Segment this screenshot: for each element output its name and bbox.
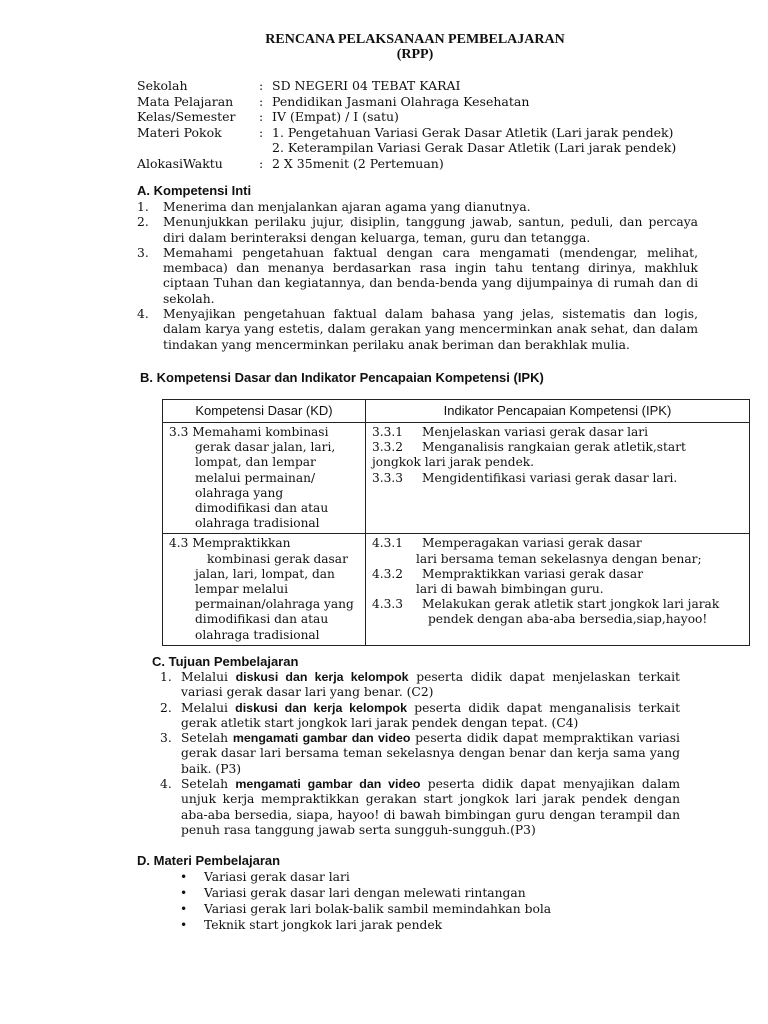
info-label: Materi Pokok (137, 124, 222, 140)
list-number: 3. (137, 245, 149, 260)
table-header-kd: Kompetensi Dasar (KD) (163, 400, 366, 423)
list-item (137, 215, 698, 246)
document-subtitle: (RPP) (396, 47, 434, 62)
list-item (137, 307, 698, 353)
list-item: 2. Melalui diskusi dan kerja kelompok peserta didik dapat menganalisis terkait gerak atletik start jongkok lari jarak pendek dengan tepat. (C4) (160, 700, 681, 730)
table-row (163, 534, 750, 645)
info-value: 2 X 35menit (2 Pertemuan) (272, 155, 444, 171)
list-number: 1. (137, 200, 149, 214)
bullet: • (180, 870, 188, 884)
list-item (180, 917, 551, 933)
section-b-heading: B. Kompetensi Dasar dan Indikator Pencapaian Kompetensi (IPK) (140, 370, 544, 385)
list-number: 4. (137, 307, 149, 322)
kd-line: permainan/olahraga yang (195, 597, 354, 612)
identity-block (137, 78, 676, 171)
kd-line: 3.3 Memahami kombinasi (169, 425, 329, 439)
ipk-cell (366, 423, 750, 534)
list-text: Variasi gerak dasar lari dengan melewati rintangan (204, 886, 526, 900)
ipk-text: Memperagakan variasi gerak dasar (422, 536, 642, 551)
ipk-number: 4.3.1 (372, 536, 404, 551)
emphasis: diskusi dan kerja kelompok (235, 670, 409, 684)
info-colon: : (259, 124, 264, 140)
ipk-number: 3.3.1 (372, 425, 404, 439)
info-colon: : (259, 78, 264, 93)
section-c-list (160, 670, 680, 838)
kd-line: lompat, dan lempar (195, 455, 316, 470)
ipk-text: lari di bawah bimbingan guru. (416, 582, 604, 597)
list-item: 3. Setelah mengamati gambar dan video peserta didik dapat mempraktikan variasi gerak dasar lari bersama teman sekelasnya dengan benar dan kerja sama yang baik. (P3) (160, 731, 680, 776)
bullet: • (180, 902, 188, 916)
bullet: • (180, 918, 188, 932)
section-a-heading: A. Kompetensi Inti (137, 183, 252, 198)
ipk-text: Mengidentifikasi variasi gerak dasar lari. (422, 470, 678, 485)
table-row (163, 423, 750, 534)
list-item (137, 200, 698, 215)
ipk-text: Mempraktikkan variasi gerak dasar (422, 566, 644, 581)
competency-table (162, 399, 750, 646)
kd-cell (163, 534, 366, 645)
emphasis: mengamati gambar dan video (235, 777, 421, 792)
list-text: Menerima dan menjalankan ajaran agama yang dianutnya. (163, 200, 531, 214)
info-value: 2. Keterampilan Variasi Gerak Dasar Atletik (Lari jarak pendek) (272, 140, 677, 155)
list-item (180, 885, 551, 901)
document-title: RENCANA PELAKSANAAN PEMBELAJARAN (265, 32, 565, 47)
ipk-number: 3.3.2 (372, 440, 404, 455)
list-item: 4. Setelah mengamati gambar dan video peserta didik dapat menyajikan dalam unjuk kerja mempraktikkan gerakan start jongkok lari jarak pendek dengan aba-aba bersedia, siapa, hayoo! di bawah bimbingan guru dengan terampil dan penuh rasa tanggung jawab serta sungguh-sungguh.(P3) (160, 777, 680, 837)
info-colon: : (259, 109, 264, 124)
ipk-text: lari bersama teman sekelasnya dengan benar; (416, 551, 702, 566)
table-header-ipk: Indikator Pencapaian Kompetensi (IPK) (366, 400, 750, 423)
ipk-text: Melakukan gerak atletik start jongkok lari jarak (422, 597, 720, 612)
info-label: AlokasiWaktu (137, 155, 223, 171)
section-d-list (180, 869, 551, 933)
list-number: 3. (160, 731, 172, 746)
info-colon: : (259, 155, 264, 171)
list-text: Memahami pengetahuan faktual dengan cara mengamati (mendengar, melihat, membaca) dan menanya berdasarkan rasa ingin tahu tentang dirinya, makhluk ciptaan Tuhan dan kegiatannya, dan benda-benda yang dijumpainya di rumah dan di sekolah. (163, 245, 698, 306)
list-item (180, 901, 551, 917)
kd-line: kombinasi gerak dasar (207, 551, 348, 566)
kd-line: 4.3 Mempraktikkan (169, 536, 291, 551)
ipk-number: 4.3.3 (372, 597, 404, 612)
info-label: Mata Pelajaran (137, 93, 234, 109)
list-text: Teknik start jongkok lari jarak pendek (204, 918, 443, 932)
ipk-number: 3.3.3 (372, 470, 404, 485)
kd-line: olahraga tradisional (195, 516, 320, 531)
list-number: 4. (160, 777, 172, 792)
ipk-number: 4.3.2 (372, 566, 404, 581)
kd-line: lempar melalui (195, 582, 289, 597)
list-text: Variasi gerak lari bolak-balik sambil memindahkan bola (204, 902, 552, 916)
section-c-heading: C. Tujuan Pembelajaran (152, 654, 299, 669)
info-value: IV (Empat) / I (satu) (272, 109, 399, 124)
list-item (180, 869, 551, 885)
info-label: Sekolah (137, 78, 188, 93)
ipk-cell (366, 534, 750, 645)
ipk-text: jongkok lari jarak pendek. (372, 455, 535, 470)
kd-line: olahraga yang (195, 485, 284, 500)
emphasis: diskusi dan kerja kelompok (235, 700, 408, 715)
info-value: SD NEGERI 04 TEBAT KARAI (272, 78, 461, 93)
kd-cell (163, 423, 366, 534)
ipk-text: pendek dengan aba-aba bersedia,siap,hayoo! (428, 612, 708, 627)
list-text: Variasi gerak dasar lari (204, 870, 350, 884)
info-value: Pendidikan Jasmani Olahraga Kesehatan (272, 93, 530, 109)
ipk-text: Menjelaskan variasi gerak dasar lari (422, 425, 649, 439)
section-a-list (137, 200, 698, 353)
kd-line: jalan, lari, lompat, dan (195, 566, 335, 581)
kd-line: melalui permainan/ (195, 470, 316, 485)
list-text: Menyajikan pengetahuan faktual dalam bahasa yang jelas, sistematis dan logis, dalam karya yang estetis, dalam gerakan yang mencerminkan anak sehat, dan dalam tindakan yang mencerminkan perilaku anak beriman dan berakhlak mulia. (163, 307, 698, 352)
kd-line: dimodifikasi dan atau (195, 501, 329, 516)
ipk-text: Menganalisis rangkaian gerak atletik,start (422, 440, 686, 455)
emphasis: mengamati gambar dan video (232, 731, 411, 746)
kd-line: gerak dasar jalan, lari, (195, 440, 336, 455)
info-colon: : (259, 93, 264, 109)
list-number: 1. (160, 670, 172, 684)
section-d-heading: D. Materi Pembelajaran (137, 853, 281, 868)
info-value: 1. Pengetahuan Variasi Gerak Dasar Atletik (Lari jarak pendek) (272, 124, 674, 140)
list-number: 2. (160, 700, 172, 715)
list-number: 2. (137, 215, 149, 230)
kd-line: olahraga tradisional (195, 627, 320, 642)
list-text: Menunjukkan perilaku jujur, disiplin, tanggung jawab, santun, peduli, dan percaya diri dalam berinteraksi dengan keluarga, teman, guru dan tetangga. (163, 215, 698, 245)
list-item: 1. Melalui diskusi dan kerja kelompok peserta didik dapat menjelaskan terkait variasi gerak dasar lari yang benar. (C2) (160, 670, 680, 700)
list-item (137, 246, 698, 307)
kd-line: dimodifikasi dan atau (195, 612, 329, 627)
bullet: • (180, 886, 188, 900)
info-label: Kelas/Semester (137, 109, 236, 124)
